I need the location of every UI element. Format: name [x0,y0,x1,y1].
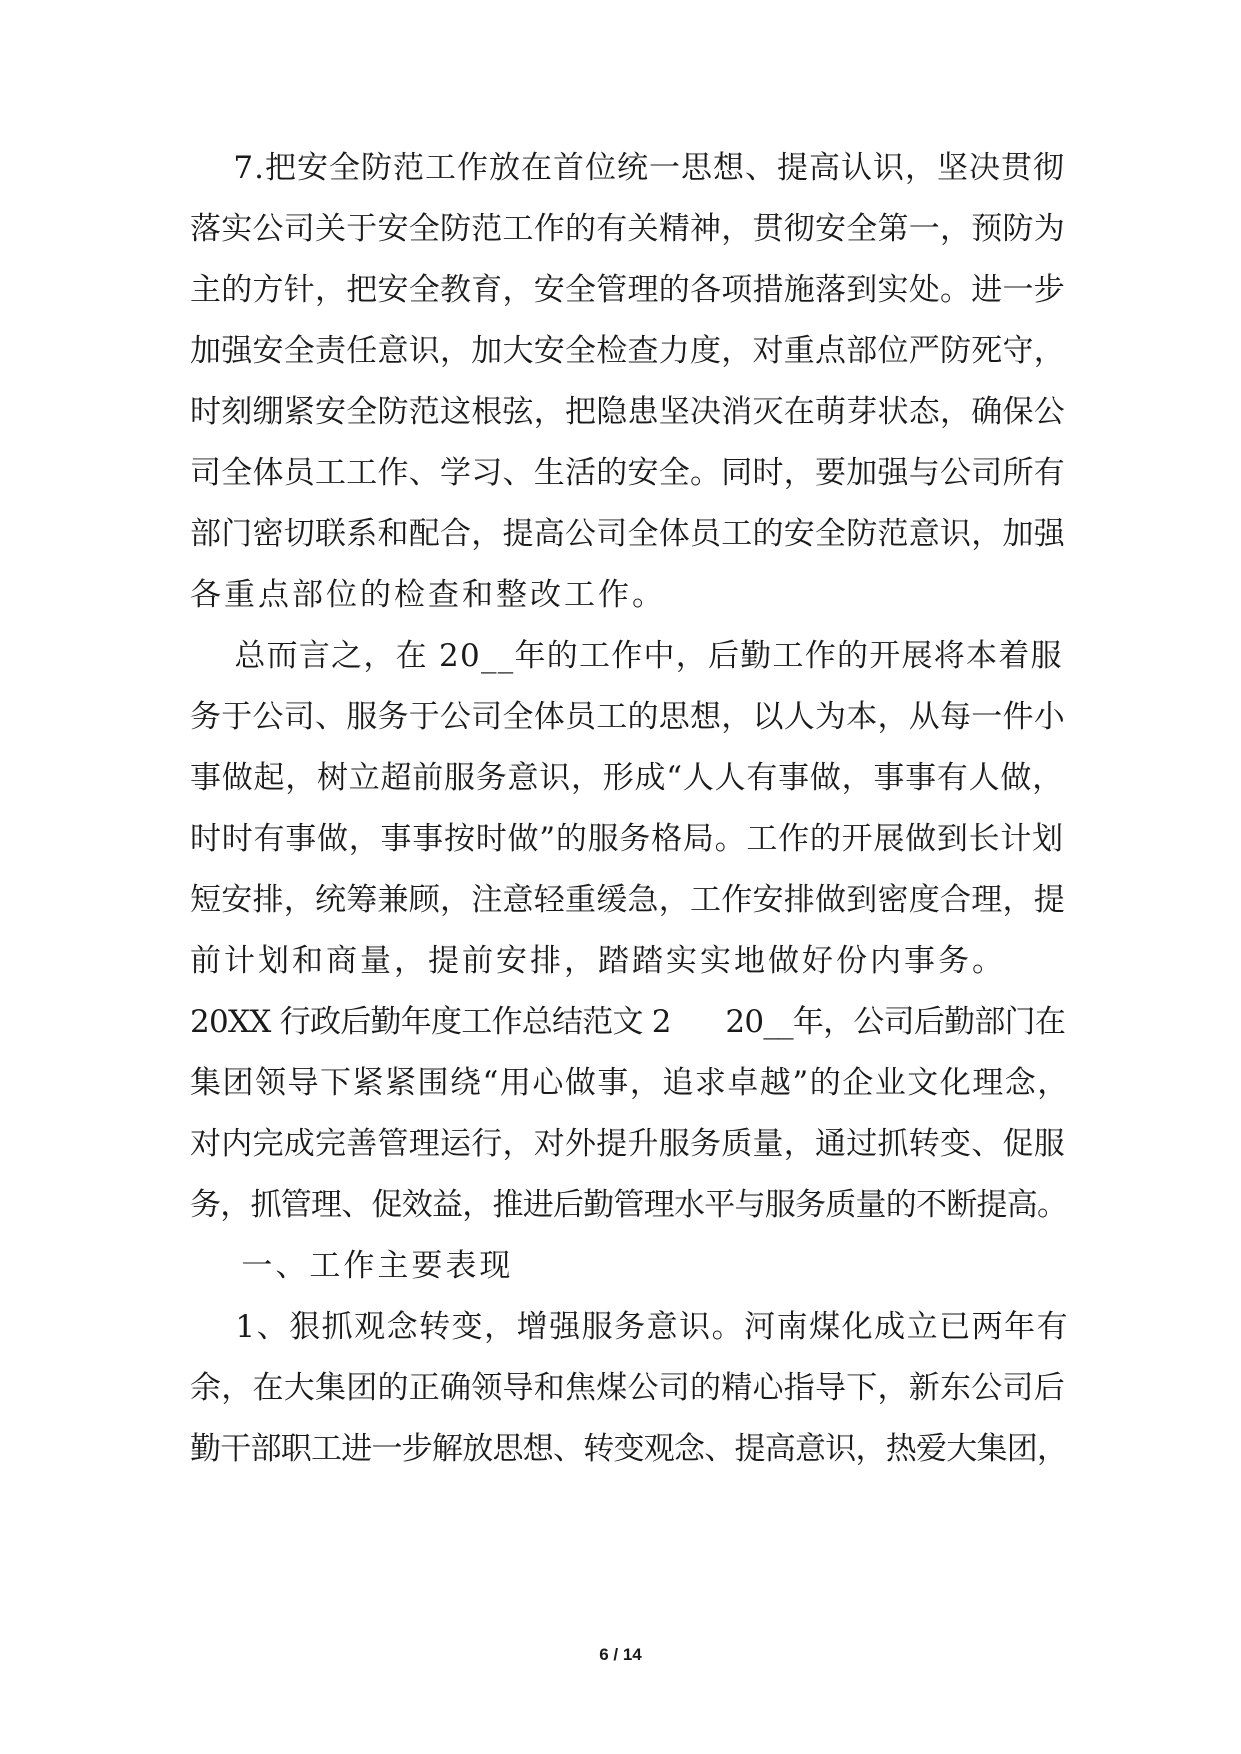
text-line: 集团领导下紧紧围绕“用心做事，追求卓越”的企业文化理念， [190,1065,1070,1101]
page-number: 6 / 14 [599,1645,642,1664]
text-line: 7.把安全防范工作放在首位统一思想、提高认识，坚决贯彻 [190,150,1065,186]
text-line: 务，抓管理、促效益，推进后勤管理水平与服务质量的不断提高。 [190,1187,1068,1223]
text-line: 余，在大集团的正确领导和焦煤公司的精心指导下，新东公司后 [190,1370,1065,1406]
text-line: 前计划和商量，提前安排，踏踏实实地做好份内事务。 [190,943,1006,979]
text-line: 时时有事做，事事按时做”的服务格局。工作的开展做到长计划 [190,821,1064,857]
text-line: 落实公司关于安全防范工作的有关精神，贯彻安全第一，预防为 [190,211,1065,247]
text-line: 勤干部职工进一步解放思想、转变观念、提高意识，热爱大集团， [190,1431,1068,1467]
text-line: 总而言之，在 20__年的工作中，后勤工作的开展将本着服 [190,638,1063,674]
text-line: 短安排，统筹兼顾，注意轻重缓急，工作安排做到密度合理，提 [190,882,1065,918]
text-line: 对内完成完善管理运行，对外提升服务质量，通过抓转变、促服 [190,1126,1065,1162]
text-line: 时刻绷紧安全防范这根弦，把隐患坚决消灭在萌芽状态，确保公 [190,394,1065,430]
text-line: 各重点部位的检查和整改工作。 [190,577,666,613]
text-line: 司全体员工工作、学习、生活的安全。同时，要加强与公司所有 [190,455,1065,491]
text-line: 部门密切联系和配合，提高公司全体员工的安全防范意识，加强 [190,516,1065,552]
text-line: 加强安全责任意识，加大安全检查力度，对重点部位严防死守， [190,333,1065,369]
text-line: 主的方针，把安全教育，安全管理的各项措施落到实处。进一步 [190,272,1065,308]
text-line: 事做起，树立超前服务意识，形成“人人有事做，事事有人做， [190,760,1064,796]
section-heading-line: 20XX 行政后勤年度工作总结范文 2 20__年，公司后勤部门在 [190,1004,1066,1040]
text-line: 1、狠抓观念转变，增强服务意识。河南煤化成立已两年有 [190,1309,1070,1345]
subheading-line: 一、工作主要表现 [190,1248,514,1284]
text-line: 务于公司、服务于公司全体员工的思想，以人为本，从每一件小 [190,699,1065,735]
